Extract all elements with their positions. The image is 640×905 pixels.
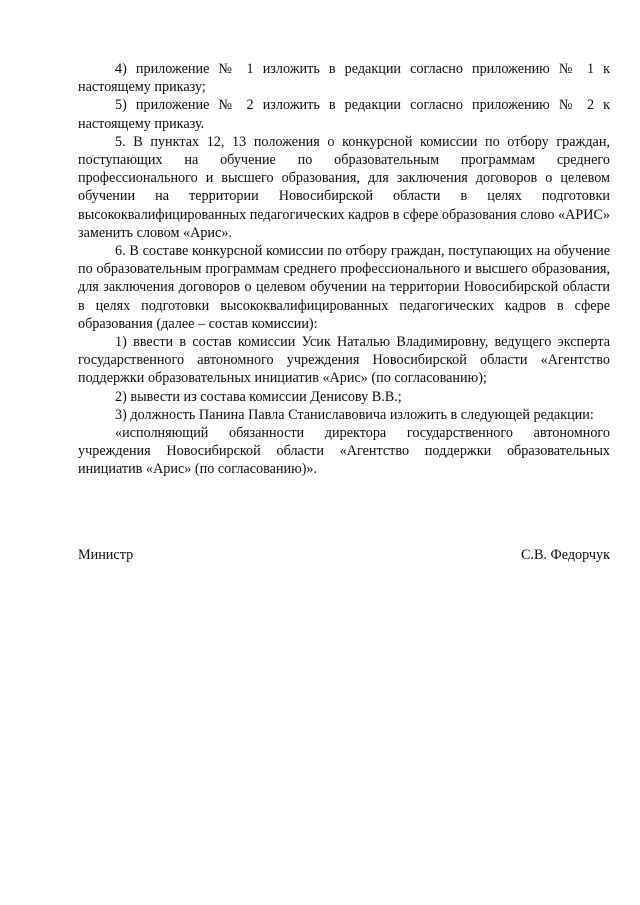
signature-title: Министр — [78, 547, 134, 563]
paragraph-new-wording: «исполняющий обязанности директора государственного автономного учреждения Новосибирской области «Агентство поддержки образовательных инициатив «Арис» (по согласованию)». — [78, 425, 610, 478]
paragraph-subitem-3: 3) должность Панина Павла Станиславовича изложить в следующей редакции: — [115, 406, 594, 423]
paragraph-section-6: 6. В составе конкурсной комиссии по отбору граждан, поступающих на обучение по образовательным программам среднего профессионального и высшего образования, для заключения договоров о целевом обучении на территории Новосибирской области в целях подготовки высококвалифицированных педагогических кадров в сфере образования (далее – состав комиссии): — [78, 243, 610, 332]
paragraph-item-4: 4) приложение № 1 изложить в редакции согласно приложению № 1 к настоящему приказу; — [78, 61, 610, 96]
paragraph-section-5: 5. В пунктах 12, 13 положения о конкурсной комиссии по отбору граждан, поступающих на обучение по образовательным программам среднего профессионального и высшего образования, для заключения договоров о целевом обучении на территории Новосибирской области в целях подготовки высококвалифицированных педагогических кадров в сфере образования слово «АРИС» заменить словом «Арис». — [78, 133, 611, 241]
paragraph-item-5: 5) приложение № 2 изложить в редакции согласно приложению № 2 к настоящему приказу. — [78, 97, 610, 132]
signature-name: С.В. Федорчук — [520, 547, 610, 563]
document-body — [78, 60, 610, 479]
paragraph-subitem-1: 1) ввести в состав комиссии Усик Наталью Владимировну, ведущего эксперта государственного автономного учреждения Новосибирской области «Агентство поддержки образовательных инициатив «Арис» (по согласованию); — [78, 334, 610, 387]
signature-block — [78, 546, 610, 564]
paragraph-subitem-2: 2) вывести из состава комиссии Денисову В.В.; — [115, 388, 402, 405]
